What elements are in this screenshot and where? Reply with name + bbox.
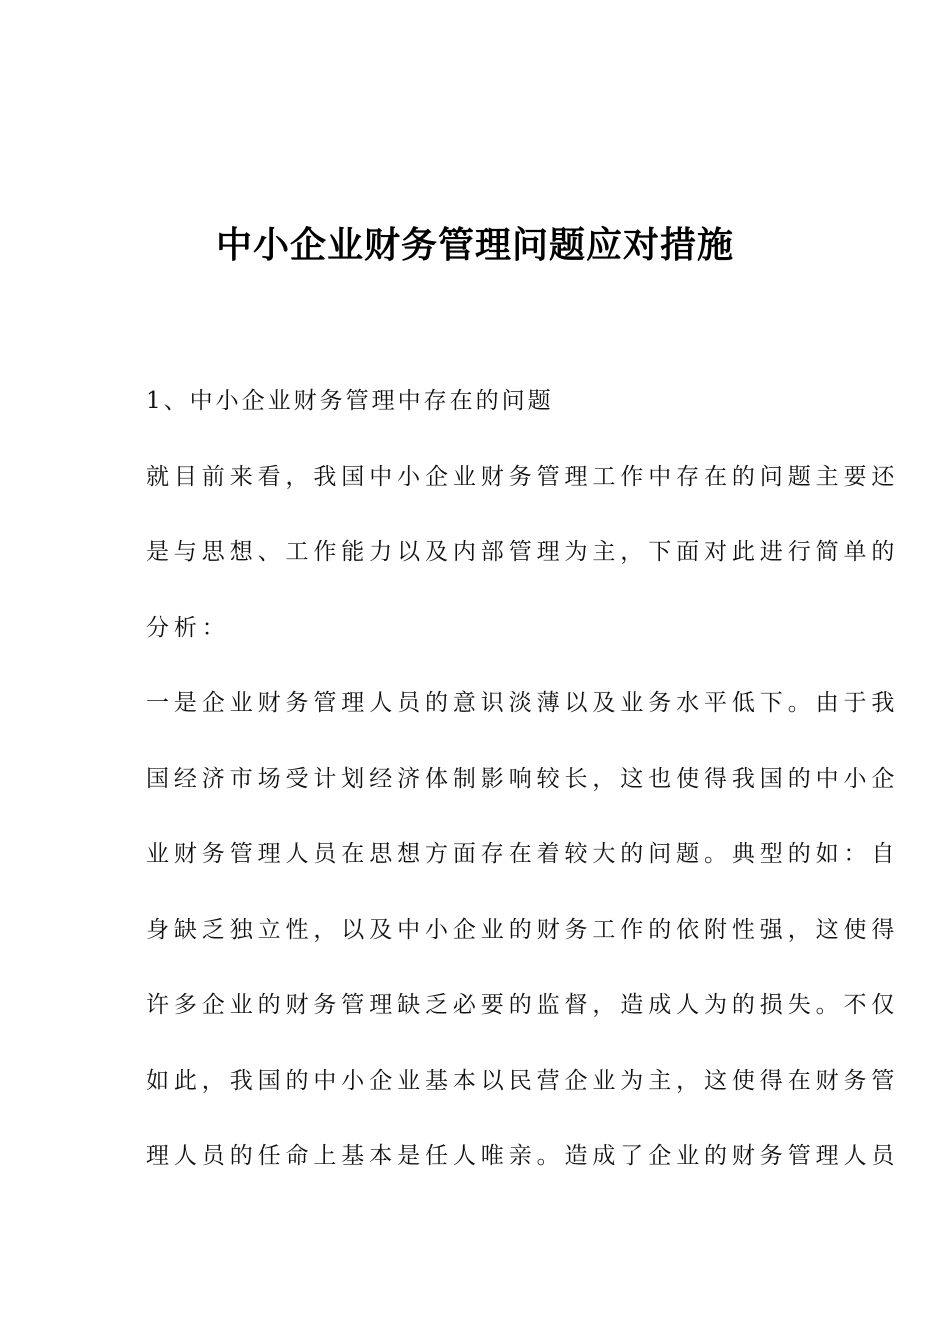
paragraph-line: 许多企业的财务管理缺乏必要的监督，造成人为的损失。不仅 <box>146 992 900 1018</box>
paragraph-line: 业财务管理人员在思想方面存在着较大的问题。典型的如：自 <box>146 841 900 867</box>
paragraph-line: 分析： <box>146 614 230 641</box>
paragraph-line: 一是企业财务管理人员的意识淡薄以及业务水平低下。由于我 <box>146 690 900 716</box>
paragraph-line: 国经济市场受计划经济体制影响较长，这也使得我国的中小企 <box>146 765 900 792</box>
paragraph-line: 是与思想、工作能力以及内部管理为主，下面对此进行简单的 <box>146 539 900 565</box>
paragraph-line: 就目前来看，我国中小企业财务管理工作中存在的问题主要还 <box>146 463 900 490</box>
document-body <box>146 378 900 1209</box>
document-title: 中小企业财务管理问题应对措施 <box>215 225 734 266</box>
paragraph-line: 身缺乏独立性，以及中小企业的财务工作的依附性强，这使得 <box>146 916 900 943</box>
section-heading: 1、中小企业财务管理中存在的问题 <box>146 388 554 414</box>
paragraph-line: 理人员的任命上基本是任人唯亲。造成了企业的财务管理人员 <box>146 1143 900 1169</box>
paragraph-line: 如此，我国的中小企业基本以民营企业为主，这使得在财务管 <box>146 1067 900 1094</box>
